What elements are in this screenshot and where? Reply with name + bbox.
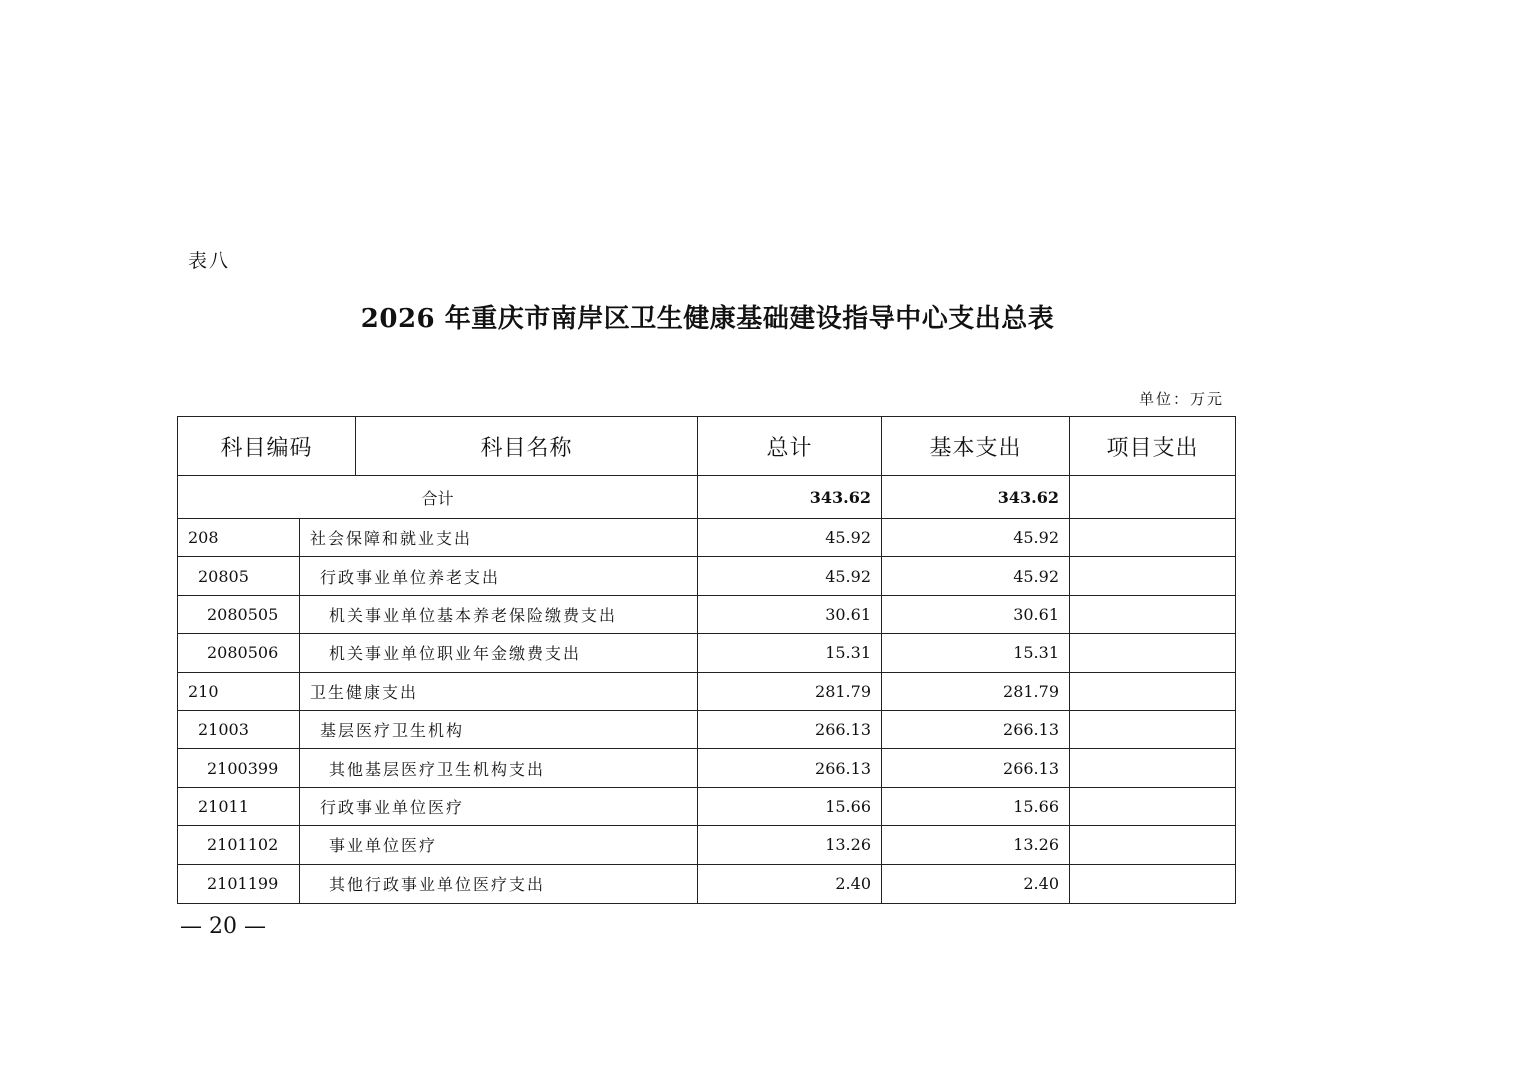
row-code: 2100399	[207, 758, 279, 778]
total-project	[1069, 476, 1235, 518]
header-project: 项目支出	[1069, 417, 1235, 475]
table-row	[178, 865, 1235, 903]
row-project	[1069, 596, 1235, 633]
row-basic: 281.79	[881, 673, 1069, 710]
total-basic: 343.62	[881, 476, 1069, 518]
row-name: 基层医疗卫生机构	[299, 711, 697, 748]
row-total: 2.40	[697, 865, 881, 903]
row-code: 2080505	[207, 604, 279, 624]
row-basic: 266.13	[881, 711, 1069, 748]
table-row	[178, 826, 1235, 864]
row-total: 13.26	[697, 826, 881, 863]
row-project	[1069, 711, 1235, 748]
row-code: 20805	[198, 566, 249, 586]
table-label: 表八	[188, 250, 231, 272]
row-total: 15.31	[697, 634, 881, 671]
table-row	[178, 519, 1235, 557]
row-project	[1069, 557, 1235, 594]
row-basic: 45.92	[881, 519, 1069, 556]
row-code: 21003	[198, 720, 249, 740]
table-row	[178, 788, 1235, 826]
row-code: 2080506	[207, 643, 279, 663]
row-total: 266.13	[697, 749, 881, 786]
row-code: 2101102	[207, 835, 279, 855]
table-row	[178, 711, 1235, 749]
row-code: 21011	[198, 796, 249, 816]
row-total: 45.92	[697, 557, 881, 594]
row-name: 机关事业单位职业年金缴费支出	[299, 634, 697, 671]
row-name: 其他基层医疗卫生机构支出	[299, 749, 697, 786]
total-row	[178, 476, 1235, 519]
total-total: 343.62	[697, 476, 881, 518]
table-row	[178, 749, 1235, 787]
row-total: 15.66	[697, 788, 881, 825]
page-number: — 20 —	[180, 914, 266, 939]
header-total: 总计	[697, 417, 881, 475]
row-project	[1069, 749, 1235, 786]
table-row	[178, 596, 1235, 634]
row-basic: 30.61	[881, 596, 1069, 633]
row-total: 266.13	[697, 711, 881, 748]
table-header-row	[178, 417, 1235, 476]
table-row	[178, 673, 1235, 711]
row-total: 45.92	[697, 519, 881, 556]
row-name: 行政事业单位医疗	[299, 788, 697, 825]
row-name: 卫生健康支出	[299, 673, 697, 710]
header-basic: 基本支出	[881, 417, 1069, 475]
row-basic: 266.13	[881, 749, 1069, 786]
row-name: 其他行政事业单位医疗支出	[299, 865, 697, 903]
row-name: 事业单位医疗	[299, 826, 697, 863]
row-name: 社会保障和就业支出	[299, 519, 697, 556]
unit-label: 单位：万元	[1138, 390, 1224, 408]
row-project	[1069, 788, 1235, 825]
row-name: 机关事业单位基本养老保险缴费支出	[299, 596, 697, 633]
row-project	[1069, 865, 1235, 903]
row-project	[1069, 673, 1235, 710]
row-project	[1069, 519, 1235, 556]
row-total: 281.79	[697, 673, 881, 710]
row-basic: 15.31	[881, 634, 1069, 671]
header-code: 科目编码	[220, 435, 313, 461]
header-name: 科目名称	[355, 417, 697, 475]
row-project	[1069, 826, 1235, 863]
row-code: 208	[188, 528, 219, 548]
expenditure-table	[177, 416, 1236, 904]
row-basic: 2.40	[881, 865, 1069, 903]
table-row	[178, 634, 1235, 672]
row-project	[1069, 634, 1235, 671]
row-basic: 13.26	[881, 826, 1069, 863]
row-code: 2101199	[207, 874, 279, 894]
total-label: 合计	[421, 488, 454, 508]
table-row	[178, 557, 1235, 595]
row-basic: 15.66	[881, 788, 1069, 825]
document-title: 2026 年重庆市南岸区卫生健康基础建设指导中心支出总表	[360, 304, 1055, 334]
row-total: 30.61	[697, 596, 881, 633]
row-code: 210	[188, 681, 219, 701]
row-name: 行政事业单位养老支出	[299, 557, 697, 594]
row-basic: 45.92	[881, 557, 1069, 594]
